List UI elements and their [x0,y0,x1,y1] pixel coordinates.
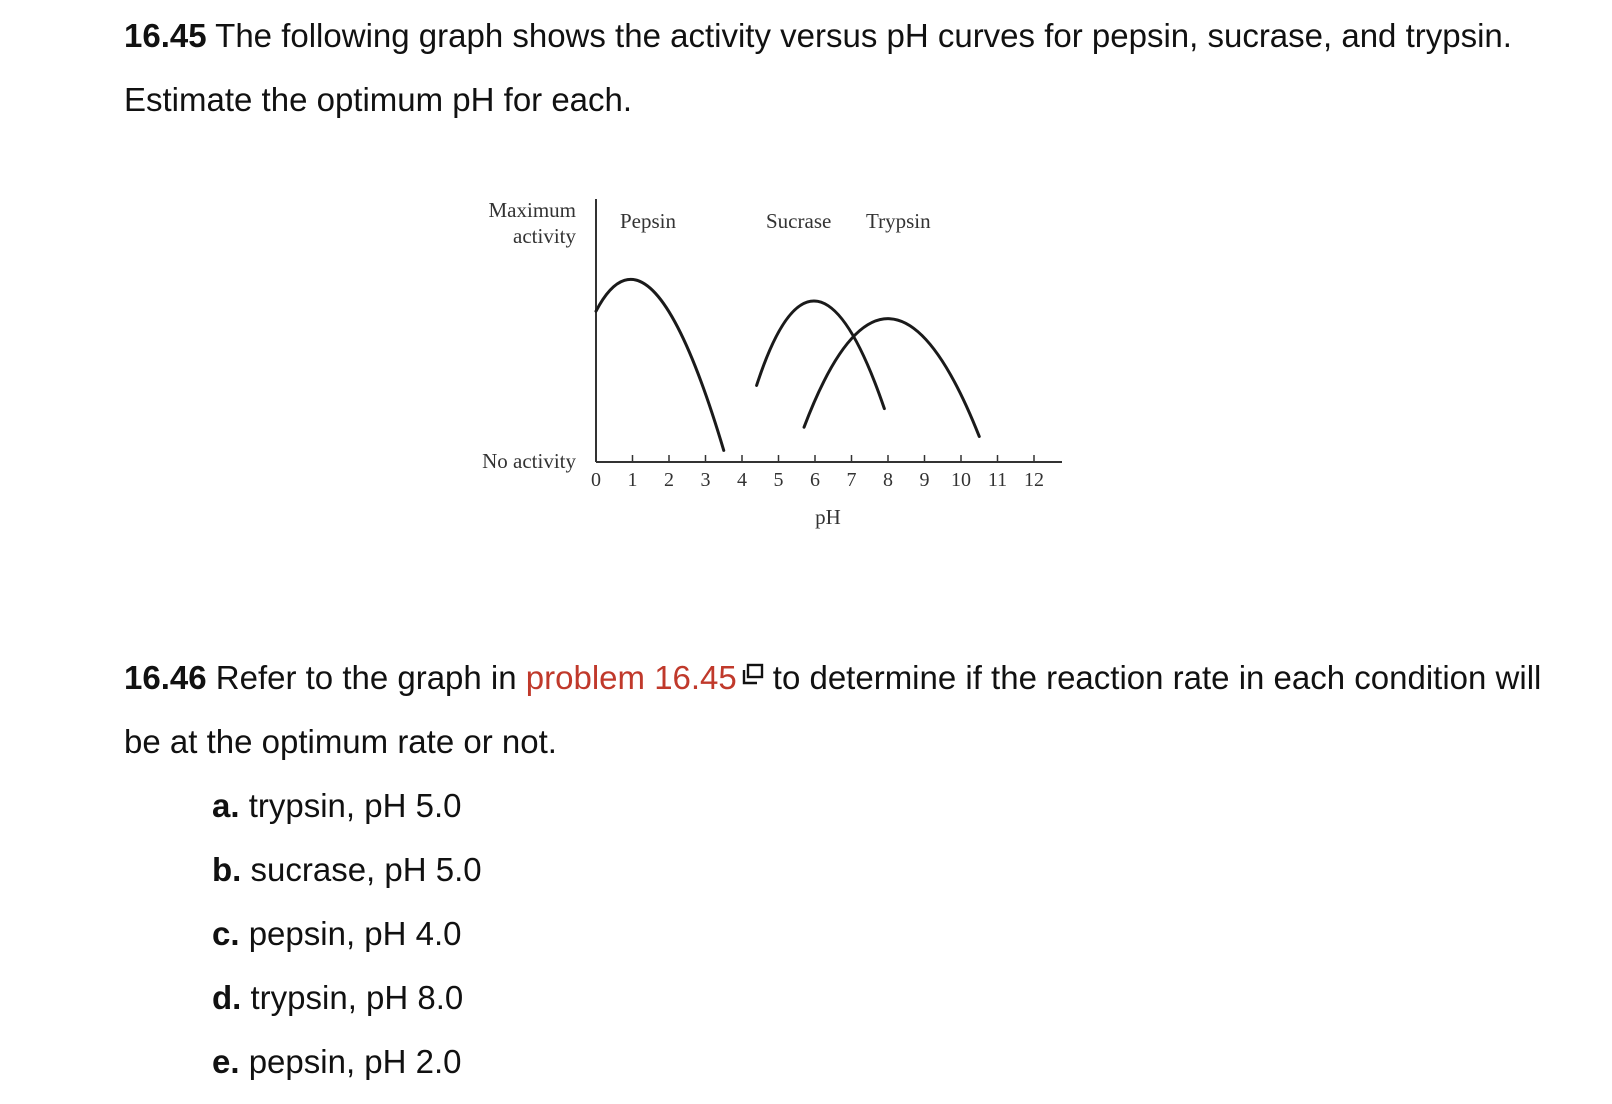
option-text: pepsin, pH 2.0 [248,1043,462,1080]
curve-trypsin [804,319,979,437]
option-text: trypsin, pH 8.0 [250,979,464,1016]
option-c [212,902,482,966]
option-e [212,1030,482,1094]
curves [596,279,979,450]
problem-text: The following graph shows the activity versus pH curves for pepsin, sucrase, and trypsin. Estimate the optimum pH for each. [124,17,1512,118]
y-top-label-line2: activity [513,224,576,248]
x-tick-label: 10 [951,469,971,491]
x-tick-label: 7 [846,469,857,491]
option-text: sucrase, pH 5.0 [250,851,482,888]
x-tick-label: 5 [773,469,784,491]
option-a [212,774,482,838]
y-top-label-line1: Maximum [488,198,576,222]
problem-16-46 [124,646,1544,774]
option-letter: d. [212,979,242,1016]
x-tick-label: 12 [1024,469,1044,491]
series-label-trypsin: Trypsin [866,209,931,233]
x-tick-label: 6 [810,469,820,491]
series-label-pepsin: Pepsin [620,209,677,233]
x-tick-label: 8 [883,469,893,491]
x-tick-label: 2 [664,469,674,491]
x-tick-label: 3 [700,469,711,491]
option-b [212,838,482,902]
x-ticks [591,455,1044,491]
option-d [212,966,482,1030]
problem-number: 16.45 [124,17,207,54]
x-axis-label: pH [815,505,841,529]
x-tick-label: 0 [591,469,601,491]
curve-pepsin [596,279,724,450]
option-letter: c. [212,915,240,952]
problem-text-after: to determine if the reaction rate in each condition will be at the optimum rate or not. [124,659,1542,760]
x-tick-label: 11 [987,469,1008,491]
x-tick-label: 9 [919,469,930,491]
x-tick-label: 1 [627,469,638,491]
problem-text-before: Refer to the graph in [215,659,517,696]
answer-options [212,774,482,1094]
external-link-icon[interactable] [741,663,765,689]
option-text: trypsin, pH 5.0 [248,787,462,824]
series-label-sucrase: Sucrase [766,209,832,233]
option-letter: e. [212,1043,240,1080]
problem-number: 16.46 [124,659,207,696]
option-letter: b. [212,851,242,888]
problem-16-45 [124,4,1544,132]
option-text: pepsin, pH 4.0 [248,915,462,952]
ph-activity-chart [470,190,1090,550]
y-bottom-label: No activity [482,449,576,473]
problem-link[interactable]: problem 16.45 [525,659,737,696]
option-letter: a. [212,787,240,824]
x-tick-label: 4 [737,469,747,491]
curve-sucrase [757,301,885,409]
